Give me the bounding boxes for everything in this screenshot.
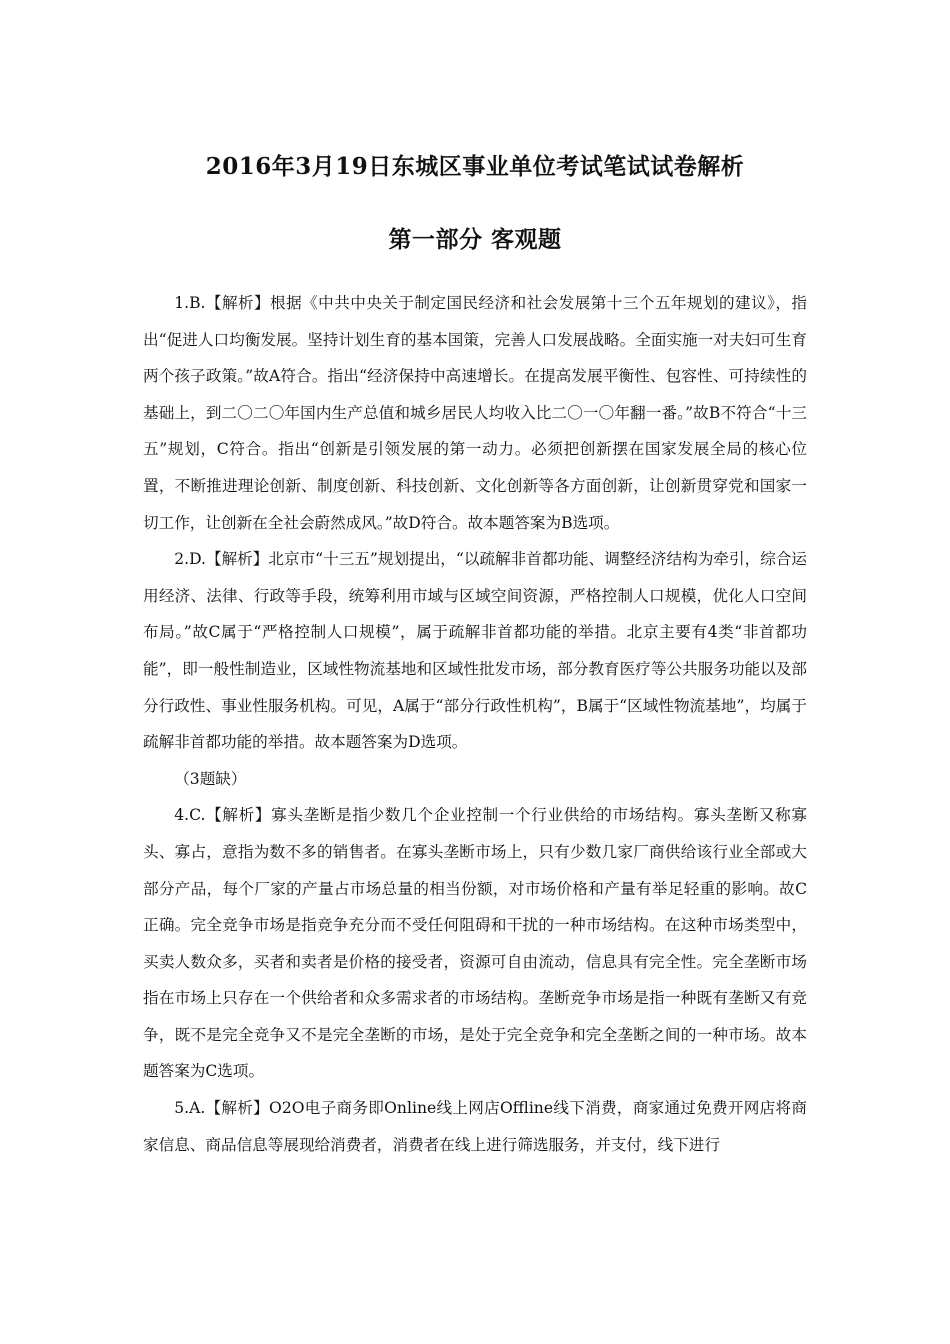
paragraph-q5: 5.A.【解析】O2O电子商务即Online线上网店Offline线下消费，商家通过免费开网店将商家信息、商品信息等展现给消费者，消费者在线上进行筛选服务，并支付，线下进行 xyxy=(143,1099,807,1154)
page-title: 2016年3月19日东城区事业单位考试笔试试卷解析 xyxy=(205,153,745,180)
paragraph-q4: 4.C.【解析】寡头垄断是指少数几个企业控制一个行业供给的市场结构。寡头垄断又称寡头、寡占，意指为数不多的销售者。在寡头垄断市场上，只有少数几家厂商供给该行业全部或大部分产品，每个厂家的产量占市场总量的相当份额，对市场价格和产量有举足轻重的影响。故C正确。完全竞争市场是指竞争充分而不受任何阻碍和干扰的一种市场结构。在这种市场类型中，买卖人数众多，买者和卖者是价格的接受者，资源可自由流动，信息具有完全性。完全垄断市场指在市场上只存在一个供给者和众多需求者的市场结构。垄断竞争市场是指一种既有垄断又有竞争，既不是完全竞争又不是完全垄断的市场，是处于完全竞争和完全垄断之间的一种市场。故本题答案为C选项。 xyxy=(143,806,807,1081)
document-body xyxy=(143,285,807,1163)
paragraph-q3-missing: （3题缺） xyxy=(174,769,247,788)
paragraph-q2: 2.D.【解析】北京市“十三五”规划提出，“以疏解非首都功能、调整经济结构为牵引，综合运用经济、法律、行政等手段，统筹利用市域与区域空间资源，严格控制人口规模，优化人口空间布局。”故C属于“严格控制人口规模”，属于疏解非首都功能的举措。北京主要有4类“非首都功能”，即一般性制造业，区域性物流基地和区域性批发市场，部分教育医疗等公共服务功能以及部分行政性、事业性服务机构。可见，A属于“部分行政性机构”，B属于“区域性物流基地”，均属于疏解非首都功能的举措。故本题答案为D选项。 xyxy=(143,550,807,752)
section-title: 第一部分 客观题 xyxy=(388,226,562,253)
paragraph-q1: 1.B.【解析】根据《中共中央关于制定国民经济和社会发展第十三个五年规划的建议》，指出“促进人口均衡发展。坚持计划生育的基本国策，完善人口发展战略。全面实施一对夫妇可生育两个孩子政策。”故A符合。指出“经济保持中高速增长。在提高发展平衡性、包容性、可持续性的基础上，到二〇二〇年国内生产总值和城乡居民人均收入比二〇一〇年翻一番。”故B不符合“十三五”规划，C符合。指出“创新是引领发展的第一动力。必须把创新摆在国家发展全局的核心位置，不断推进理论创新、制度创新、科技创新、文化创新等各方面创新，让创新贯穿党和国家一切工作，让创新在全社会蔚然成风。”故D符合。故本题答案为B选项。 xyxy=(143,294,807,532)
